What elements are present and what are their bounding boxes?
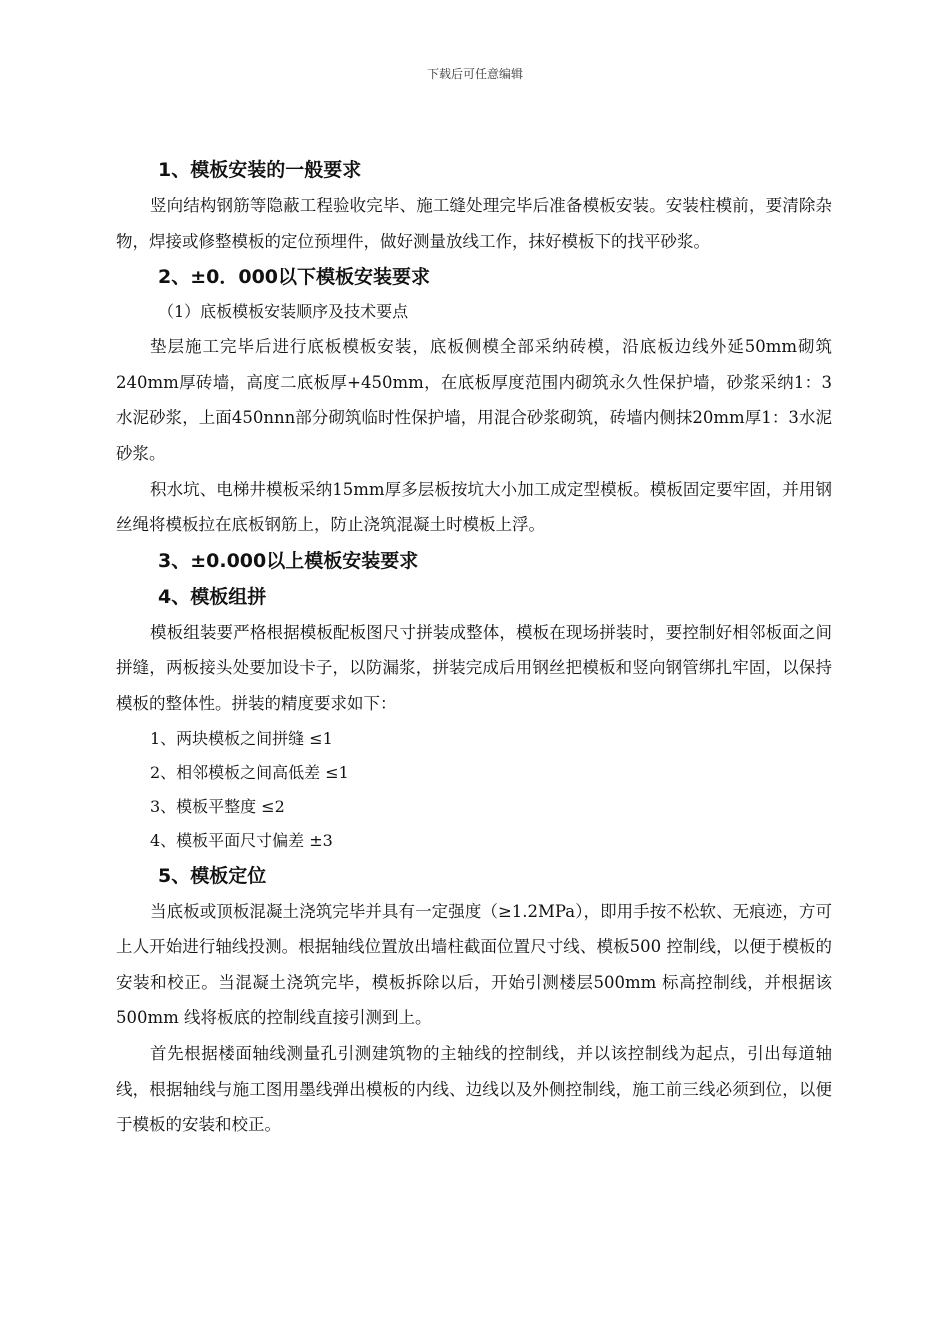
section-4-paragraph-1: 模板组装要严格根据模板配板图尺寸拼装成整体，模板在现场拼装时，要控制好相邻板面之间拼缝，两板接头处要加设卡子，以防漏浆，拼装完成后用钢丝把模板和竖向钢管绑扎牢固，以保持模板的整体性。拼装的精度要求如下： [116,622,832,713]
document-body [116,152,832,1143]
section-2-subheading: （1）底板模板安装顺序及技术要点 [158,302,409,322]
section-2-heading: 2、±0．000以下模板安装要求 [158,266,431,289]
section-3-heading: 3、±0.000以上模板安装要求 [158,549,419,572]
section-1-heading: 1、模板安装的一般要求 [158,159,362,181]
tolerance-list-item: 3、模板平整度 ≤2 [150,796,285,816]
section-2-paragraph-1: 垫层施工完毕后进行底板模板安装，底板侧模全部采纳砖模，沿底板边线外延50mm砌筑240mm厚砖墙，高度二底板厚+450mm，在底板厚度范围内砌筑永久性保护墙，砂浆采纳1：3水泥砂浆，上面450nnn部分砌筑临时性保护墙，用混合砂浆砌筑，砖墙内侧抹20mm厚1：3水泥砂浆。 [116,337,832,463]
page-header: 下载后可任意编辑 [426,67,523,81]
section-5-paragraph-1: 当底板或顶板混凝土浇筑完毕并具有一定强度（≥1.2MPa），即用手按不松软、无痕迹，方可上人开始进行轴线投测。根据轴线位置放出墙柱截面位置尺寸线、模板500 控制线，以便于模板的安装和校正。当混凝土浇筑完毕，模板拆除以后，开始引测楼层500mm 标高控制线，并根据该500mm 线将板底的控制线直接引测到上。 [116,901,832,1028]
section-2-paragraph-2: 积水坑、电梯井模板采纳15mm厚多层板按坑大小加工成定型模板。模板固定要牢固，并用钢丝绳将模板拉在底板钢筋上，防止浇筑混凝土时模板上浮。 [116,479,832,535]
section-4-heading: 4、模板组拼 [158,585,267,608]
section-5-heading: 5、模板定位 [158,864,267,887]
tolerance-list-item: 1、两块模板之间拼缝 ≤1 [150,728,333,748]
tolerance-list-item: 4、模板平面尺寸偏差 ±3 [150,830,333,850]
tolerance-list-item: 2、相邻模板之间高低差 ≤1 [150,762,349,782]
section-5-paragraph-2: 首先根据楼面轴线测量孔引测建筑物的主轴线的控制线，并以该控制线为起点，引出每道轴线，根据轴线与施工图用墨线弹出模板的内线、边线以及外侧控制线，施工前三线必须到位，以便于模板的安装和校正。 [116,1043,832,1135]
section-1-paragraph-1: 竖向结构钢筋等隐蔽工程验收完毕、施工缝处理完毕后准备模板安装。安装柱模前，要清除杂物，焊接或修整模板的定位预埋件，做好测量放线工作，抹好模板下的找平砂浆。 [116,196,832,251]
